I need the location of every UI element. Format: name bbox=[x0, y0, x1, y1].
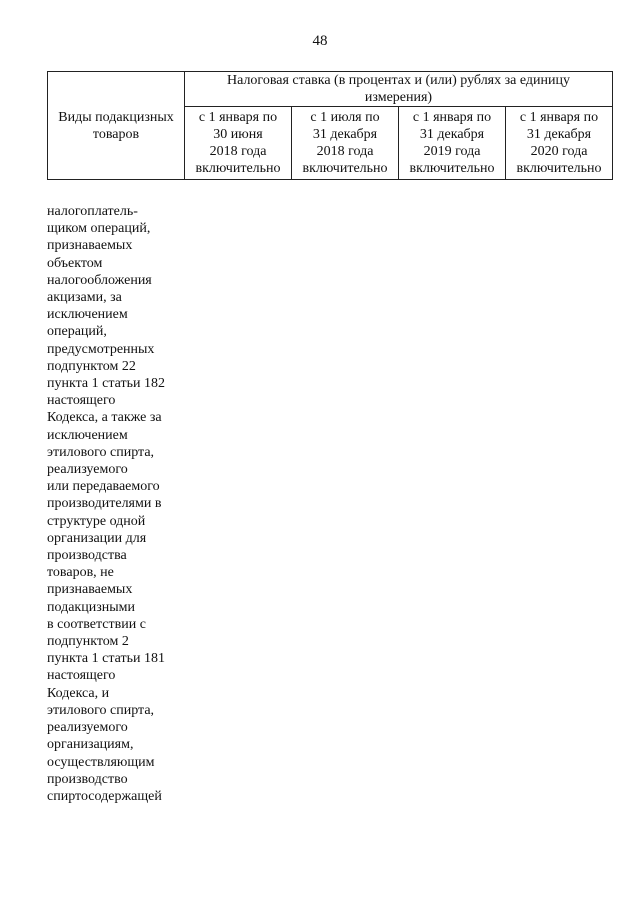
text-line: акцизами, за bbox=[47, 290, 122, 306]
text-line: подпунктом 22 bbox=[47, 358, 136, 374]
period-header-1 bbox=[185, 107, 292, 180]
text-line: признаваемых bbox=[47, 238, 133, 254]
text-line: осуществляющим bbox=[47, 754, 155, 770]
period-line: включительно bbox=[302, 161, 388, 176]
text-line: производство bbox=[47, 771, 128, 787]
goods-description-text bbox=[47, 203, 187, 805]
page-number: 48 bbox=[312, 33, 328, 49]
text-line: в соответствии с bbox=[47, 616, 146, 632]
text-line: пункта 1 статьи 182 bbox=[47, 376, 165, 392]
text-line: подакцизными bbox=[47, 599, 135, 615]
period-line: с 1 января по bbox=[519, 110, 599, 125]
period-header-3 bbox=[399, 107, 506, 180]
goods-type-header bbox=[48, 72, 185, 180]
text-line: Кодекса, а также за bbox=[47, 410, 162, 426]
period-line: с 1 января по bbox=[412, 110, 492, 125]
period-line: включительно bbox=[516, 161, 602, 176]
period-line: 2020 года bbox=[530, 144, 588, 159]
rate-header-line: Налоговая ставка (в процентах и (или) рублях за единицу bbox=[227, 73, 570, 88]
text-line: структуре одной bbox=[47, 513, 146, 529]
text-line: настоящего bbox=[47, 393, 116, 409]
text-line: производства bbox=[47, 548, 127, 564]
text-line: реализуемого bbox=[47, 462, 128, 478]
text-line: этилового спирта, bbox=[47, 702, 155, 718]
text-line: предусмотренных bbox=[47, 341, 155, 357]
text-line: реализуемого bbox=[47, 720, 128, 736]
text-line: товаров, не bbox=[47, 565, 114, 581]
text-line: подпунктом 2 bbox=[47, 634, 129, 650]
period-line: 30 июня bbox=[213, 127, 263, 142]
period-header-2 bbox=[292, 107, 399, 180]
text-line: щиком операций, bbox=[47, 221, 151, 237]
period-line: 31 декабря bbox=[312, 127, 378, 142]
period-line: 2019 года bbox=[423, 144, 481, 159]
text-line: операций, bbox=[47, 324, 107, 340]
period-line: 2018 года bbox=[209, 144, 267, 159]
rate-header-line: измерения) bbox=[364, 90, 433, 105]
text-line: производителями в bbox=[47, 496, 162, 512]
text-line: спиртосодержащей bbox=[47, 788, 162, 804]
goods-header-line: товаров bbox=[92, 126, 140, 142]
period-line: включительно bbox=[409, 161, 495, 176]
text-line: этилового спирта, bbox=[47, 444, 155, 460]
tax-rate-table-header bbox=[47, 71, 613, 180]
text-line: организации для bbox=[47, 530, 147, 546]
text-line: Кодекса, и bbox=[47, 685, 110, 701]
text-line: налогоплатель- bbox=[47, 204, 138, 219]
period-line: с 1 июля по bbox=[310, 110, 380, 125]
text-line: или передаваемого bbox=[47, 479, 160, 495]
text-line: исключением bbox=[47, 307, 128, 323]
text-line: организациям, bbox=[47, 737, 134, 753]
period-line: с 1 января по bbox=[198, 110, 278, 125]
text-line: пункта 1 статьи 181 bbox=[47, 651, 165, 667]
table-header-row-1 bbox=[48, 72, 613, 107]
period-line: 2018 года bbox=[316, 144, 374, 159]
text-line: признаваемых bbox=[47, 582, 133, 598]
text-line: настоящего bbox=[47, 668, 116, 684]
period-line: 31 декабря bbox=[526, 127, 592, 142]
text-line: налогообложения bbox=[47, 272, 152, 288]
tax-rate-header bbox=[185, 72, 613, 107]
text-line: объектом bbox=[47, 255, 103, 271]
text-line: исключением bbox=[47, 427, 128, 443]
period-line: включительно bbox=[195, 161, 281, 176]
period-header-4 bbox=[506, 107, 613, 180]
period-line: 31 декабря bbox=[419, 127, 485, 142]
goods-header-line: Виды подакцизных bbox=[58, 109, 174, 125]
